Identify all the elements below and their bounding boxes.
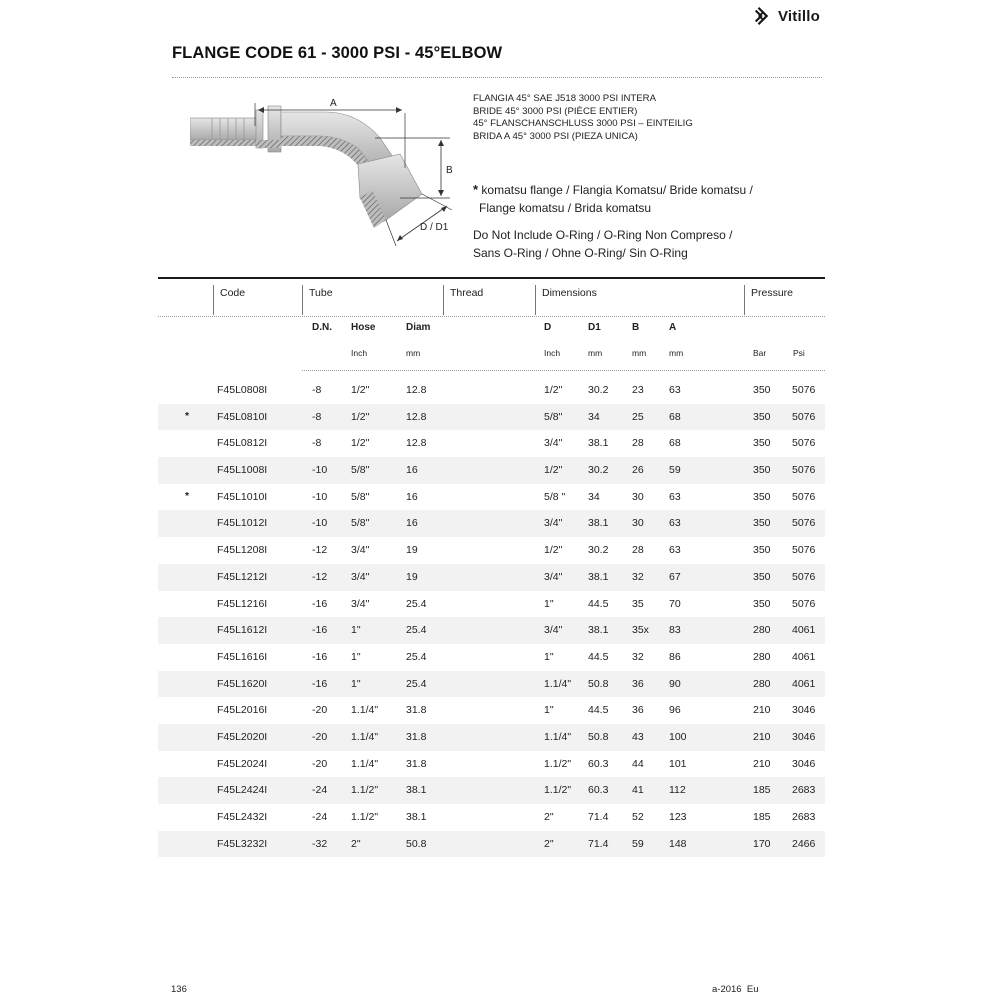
product-table-body: [158, 377, 825, 857]
cell-psi: 5076: [792, 410, 816, 423]
cell-hose: 1": [351, 677, 361, 690]
komatsu-note: * komatsu flange / Flangia Komatsu/ Bride komatsu / Flange komatsu / Brida komatsu: [473, 182, 753, 215]
table-row: [158, 644, 825, 671]
cell-a: 63: [669, 544, 681, 557]
table-row: [158, 724, 825, 751]
cell-dn: -24: [312, 784, 328, 797]
cell-bar: 280: [753, 650, 771, 663]
cell-b: 59: [632, 837, 644, 850]
header-code: Code: [213, 285, 303, 315]
cell-code: F45L0812I: [217, 437, 268, 450]
cell-d1: 38.1: [588, 437, 609, 450]
cell-b: 32: [632, 650, 644, 663]
cell-diam: 31.8: [406, 704, 427, 717]
cell-hose: 5/8": [351, 490, 370, 503]
cell-d1: 38.1: [588, 624, 609, 637]
cell-dn: -16: [312, 597, 328, 610]
cell-psi: 5076: [792, 437, 816, 450]
cell-b: 25: [632, 410, 644, 423]
cell-diam: 25.4: [406, 650, 427, 663]
cell-code: F45L1212I: [217, 570, 268, 583]
cell-d1: 38.1: [588, 517, 609, 530]
cell-d1: 60.3: [588, 784, 609, 797]
subheader-diam: Diam: [406, 322, 431, 333]
cell-d1: 44.5: [588, 704, 609, 717]
cell-diam: 16: [406, 490, 418, 503]
cell-psi: 2683: [792, 784, 816, 797]
cell-diam: 25.4: [406, 677, 427, 690]
cell-b: 30: [632, 517, 644, 530]
cell-dn: -24: [312, 811, 328, 823]
cell-code: F45L2432I: [217, 811, 268, 823]
cell-hose: 5/8": [351, 517, 370, 530]
title-divider: [172, 77, 822, 78]
cell-d: 3/4": [544, 624, 563, 637]
cell-d: 1": [544, 704, 554, 717]
page-number: 136: [171, 984, 187, 995]
unit-b: mm: [632, 348, 647, 358]
description-line-fr: BRIDE 45° 3000 PSI (PIÈCE ENTIER): [473, 105, 638, 117]
cell-a: 86: [669, 650, 681, 663]
favorite-marker: *: [185, 489, 190, 502]
cell-a: 63: [669, 517, 681, 530]
cell-diam: 19: [406, 570, 418, 583]
cell-b: 52: [632, 811, 644, 823]
table-row: [158, 537, 825, 564]
cell-diam: 12.8: [406, 384, 427, 396]
cell-hose: 3/4": [351, 597, 370, 610]
cell-psi: 2466: [792, 837, 816, 850]
cell-a: 112: [669, 784, 686, 797]
cell-d: 3/4": [544, 517, 563, 530]
cell-dn: -8: [312, 384, 322, 396]
vitillo-logo-icon: [752, 5, 774, 27]
cell-diam: 50.8: [406, 837, 427, 850]
cell-bar: 185: [753, 811, 771, 823]
cell-b: 26: [632, 464, 644, 477]
cell-dn: -20: [312, 757, 328, 770]
cell-d: 1/2": [544, 544, 563, 557]
cell-code: F45L1612I: [217, 624, 268, 637]
table-top-rule: [158, 277, 825, 279]
unit-hose: Inch: [351, 348, 368, 358]
cell-d1: 60.3: [588, 757, 609, 770]
cell-dn: -12: [312, 544, 328, 557]
cell-d: 5/8": [544, 410, 563, 423]
brand-name: Vitillo: [778, 7, 820, 25]
cell-hose: 1.1/4": [351, 704, 379, 717]
svg-text:D / D1: D / D1: [420, 222, 449, 233]
cell-code: F45L1208I: [217, 544, 268, 557]
cell-dn: -10: [312, 517, 328, 530]
header-thread: Thread: [443, 285, 535, 315]
table-row: [158, 671, 825, 698]
cell-b: 43: [632, 730, 644, 743]
cell-d: 2": [544, 811, 554, 823]
cell-dn: -10: [312, 464, 328, 477]
cell-d: 1/2": [544, 384, 563, 396]
cell-bar: 170: [753, 837, 771, 850]
cell-code: F45L2024I: [217, 757, 268, 770]
description-line-es: BRIDA A 45° 3000 PSI (PIEZA UNICA): [473, 130, 638, 142]
cell-psi: 5076: [792, 517, 816, 530]
cell-dn: -20: [312, 730, 328, 743]
cell-diam: 38.1: [406, 784, 427, 797]
cell-b: 32: [632, 570, 644, 583]
cell-hose: 1.1/2": [351, 784, 379, 797]
cell-b: 28: [632, 544, 644, 557]
cell-d1: 34: [588, 490, 600, 503]
unit-psi: Psi: [793, 348, 805, 358]
cell-psi: 5076: [792, 544, 816, 557]
unit-a: mm: [669, 348, 684, 358]
cell-d: 2": [544, 837, 554, 850]
cell-a: 70: [669, 597, 681, 610]
cell-hose: 1/2": [351, 410, 370, 423]
cell-code: F45L0810I: [217, 410, 268, 423]
table-row: [158, 430, 825, 457]
cell-hose: 2": [351, 837, 361, 850]
cell-d1: 44.5: [588, 597, 609, 610]
cell-d: 1.1/4": [544, 677, 572, 690]
cell-b: 35x: [632, 624, 649, 637]
cell-bar: 350: [753, 437, 771, 450]
cell-bar: 350: [753, 464, 771, 477]
table-row: [158, 510, 825, 537]
cell-d: 3/4": [544, 437, 563, 450]
cell-d1: 30.2: [588, 544, 609, 557]
cell-bar: 210: [753, 730, 771, 743]
cell-a: 90: [669, 677, 681, 690]
cell-bar: 280: [753, 624, 771, 637]
cell-psi: 5076: [792, 464, 816, 477]
cell-d1: 30.2: [588, 464, 609, 477]
cell-code: F45L2424I: [217, 784, 268, 797]
svg-text:B: B: [446, 165, 453, 176]
cell-a: 68: [669, 437, 681, 450]
product-description: [473, 93, 693, 143]
subheader-d1: D1: [588, 322, 601, 333]
cell-hose: 1/2": [351, 384, 370, 396]
oring-note: Do Not Include O-Ring / O-Ring Non Compreso / Sans O-Ring / Ohne O-Ring/ Sin O-Ring: [473, 228, 733, 260]
cell-hose: 1.1/2": [351, 811, 379, 823]
cell-d1: 71.4: [588, 837, 609, 850]
cell-diam: 19: [406, 544, 418, 557]
cell-d: 1.1/4": [544, 730, 572, 743]
cell-a: 59: [669, 464, 681, 477]
cell-hose: 1": [351, 650, 361, 663]
cell-code: F45L3232I: [217, 837, 268, 850]
cell-code: F45L1620I: [217, 677, 268, 690]
cell-psi: 5076: [792, 597, 816, 610]
cell-a: 83: [669, 624, 681, 637]
cell-dn: -16: [312, 624, 328, 637]
cell-a: 100: [669, 730, 687, 743]
description-line-it: FLANGIA 45° SAE J518 3000 PSI INTERA: [473, 93, 657, 104]
cell-bar: 350: [753, 597, 771, 610]
cell-code: F45L2020I: [217, 730, 268, 743]
cell-bar: 210: [753, 704, 771, 717]
elbow-fitting-drawing: [190, 98, 470, 263]
cell-psi: 2683: [792, 811, 816, 823]
cell-psi: 3046: [792, 730, 816, 743]
header-pressure: Pressure: [744, 285, 824, 315]
unit-diam: mm: [406, 348, 421, 358]
table-row: [158, 377, 825, 404]
table-row: [158, 591, 825, 618]
cell-hose: 1.1/4": [351, 757, 379, 770]
cell-d: 3/4": [544, 570, 563, 583]
subheader-d: D: [544, 322, 552, 333]
cell-bar: 350: [753, 490, 771, 503]
cell-psi: 4061: [792, 650, 816, 663]
units-divider: [302, 370, 825, 371]
cell-code: F45L1216I: [217, 597, 268, 610]
cell-code: F45L1616I: [217, 650, 268, 663]
cell-bar: 350: [753, 517, 771, 530]
page-title: FLANGE CODE 61 - 3000 PSI - 45°ELBOW: [172, 44, 503, 62]
cell-dn: -10: [312, 490, 328, 503]
cell-d: 1.1/2": [544, 784, 572, 797]
cell-a: 63: [669, 490, 681, 503]
cell-d1: 50.8: [588, 677, 609, 690]
cell-b: 30: [632, 490, 644, 503]
cell-dn: -8: [312, 410, 322, 423]
cell-b: 23: [632, 384, 644, 396]
cell-d1: 44.5: [588, 650, 609, 663]
cell-bar: 350: [753, 410, 771, 423]
cell-diam: 25.4: [406, 597, 427, 610]
cell-psi: 5076: [792, 570, 816, 583]
subheader-hose: Hose: [351, 322, 376, 333]
cell-psi: 3046: [792, 704, 816, 717]
table-row: [158, 564, 825, 591]
cell-d: 1/2": [544, 464, 563, 477]
cell-d: 1.1/2": [544, 757, 572, 770]
cell-d1: 30.2: [588, 384, 609, 396]
svg-text:A: A: [330, 98, 337, 109]
cell-psi: 4061: [792, 624, 816, 637]
cell-psi: 5076: [792, 490, 816, 503]
brand-logo: [752, 2, 820, 30]
cell-b: 41: [632, 784, 644, 797]
cell-code: F45L0808I: [217, 384, 268, 396]
cell-code: F45L1010I: [217, 490, 268, 503]
cell-code: F45L2016I: [217, 704, 268, 717]
table-row: [158, 617, 825, 644]
cell-bar: 280: [753, 677, 771, 690]
cell-hose: 1.1/4": [351, 730, 379, 743]
header-dimensions: Dimensions: [535, 285, 745, 315]
cell-d: 1": [544, 650, 554, 663]
cell-diam: 31.8: [406, 730, 427, 743]
cell-bar: 350: [753, 570, 771, 583]
cell-bar: 350: [753, 544, 771, 557]
table-row: [158, 484, 825, 511]
table-row: [158, 697, 825, 724]
cell-dn: -8: [312, 437, 322, 450]
cell-psi: 5076: [792, 384, 816, 396]
cell-hose: 1": [351, 624, 361, 637]
cell-hose: 5/8": [351, 464, 370, 477]
cell-d: 5/8 ": [544, 490, 566, 503]
subheader-b: B: [632, 322, 640, 333]
cell-diam: 12.8: [406, 410, 427, 423]
cell-d1: 38.1: [588, 570, 609, 583]
cell-d1: 50.8: [588, 730, 609, 743]
subheader-dn: D.N.: [312, 322, 332, 333]
cell-d1: 34: [588, 410, 600, 423]
cell-a: 123: [669, 811, 687, 823]
cell-b: 36: [632, 704, 644, 717]
cell-a: 63: [669, 384, 681, 396]
table-row: [158, 751, 825, 778]
cell-hose: 1/2": [351, 437, 370, 450]
cell-psi: 4061: [792, 677, 816, 690]
cell-bar: 350: [753, 384, 771, 396]
cell-a: 96: [669, 704, 681, 717]
unit-d1: mm: [588, 348, 603, 358]
cell-b: 35: [632, 597, 644, 610]
cell-hose: 3/4": [351, 544, 370, 557]
cell-diam: 25.4: [406, 624, 427, 637]
table-row: [158, 777, 825, 804]
header-divider: [158, 316, 825, 317]
description-line-de: 45° FLANSCHANSCHLUSS 3000 PSI – EINTEILIG: [473, 118, 693, 129]
cell-diam: 12.8: [406, 437, 427, 450]
unit-d: Inch: [544, 348, 561, 358]
table-row: [158, 404, 825, 431]
cell-code: F45L1008I: [217, 464, 268, 477]
catalog-edition: a-2016 Eu: [712, 984, 759, 995]
cell-bar: 210: [753, 757, 771, 770]
cell-d1: 71.4: [588, 811, 609, 823]
cell-a: 101: [669, 757, 687, 770]
cell-dn: -12: [312, 570, 328, 583]
table-row: [158, 457, 825, 484]
header-tube: Tube: [302, 285, 444, 315]
cell-b: 28: [632, 437, 644, 450]
cell-bar: 185: [753, 784, 771, 797]
table-row: [158, 804, 825, 831]
asterisk-marker: *: [473, 182, 479, 197]
cell-a: 148: [669, 837, 687, 850]
cell-diam: 38.1: [406, 811, 427, 823]
unit-bar: Bar: [753, 348, 767, 358]
cell-b: 44: [632, 757, 644, 770]
cell-a: 68: [669, 410, 681, 423]
cell-dn: -32: [312, 837, 328, 850]
cell-diam: 16: [406, 517, 418, 530]
cell-code: F45L1012I: [217, 517, 268, 530]
cell-dn: -16: [312, 650, 328, 663]
cell-dn: -16: [312, 677, 328, 690]
cell-b: 36: [632, 677, 644, 690]
cell-diam: 16: [406, 464, 418, 477]
cell-dn: -20: [312, 704, 328, 717]
table-row: [158, 831, 825, 858]
cell-hose: 3/4": [351, 570, 370, 583]
subheader-a: A: [669, 322, 677, 333]
cell-d: 1": [544, 597, 554, 610]
cell-diam: 31.8: [406, 757, 427, 770]
favorite-marker: *: [185, 409, 190, 422]
cell-a: 67: [669, 570, 681, 583]
cell-psi: 3046: [792, 757, 816, 770]
